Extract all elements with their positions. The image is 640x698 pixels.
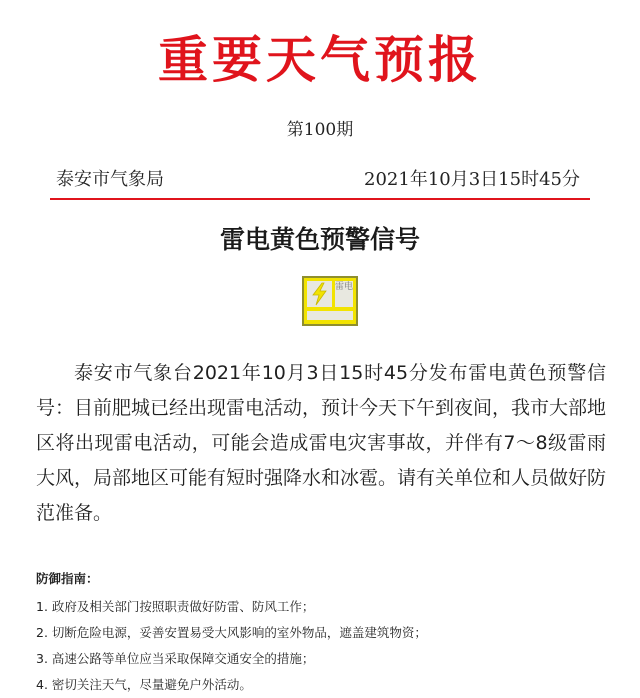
badge-strip (307, 311, 353, 320)
page-title: 重要天气预报 (158, 30, 482, 89)
guide-title: 防御指南： (36, 571, 99, 586)
lightning-yellow-warning-icon (302, 276, 358, 326)
warning-body: 泰安市气象台2021年10月3日15时45分发布雷电黄色预警信号：目前肥城已经出现雷电活动，预计今天下午到夜间，我市大部地区将出现雷电活动，可能会造成雷电灾害事故，并伴有7～8级雷雨大风，局部地区可能有短时强降水和冰雹。请有关单位和人员做好防范准备。 (36, 362, 607, 524)
guide-item: 3. 高速公路等单位应当采取保障交通安全的措施； (36, 651, 315, 666)
issue-number: 第100期 (286, 120, 354, 140)
defense-guide (36, 566, 616, 698)
issuing-agency: 泰安市气象局 (56, 169, 164, 190)
guide-item: 1. 政府及相关部门按照职责做好防雷、防风工作； (36, 599, 315, 614)
header-divider (50, 198, 590, 200)
lightning-bolt-icon (307, 281, 332, 307)
warning-title: 雷电黄色预警信号 (219, 225, 420, 254)
guide-item: 4. 密切关注天气，尽量避免户外活动。 (36, 677, 252, 692)
issue-datetime: 2021年10月3日15时45分 (364, 169, 580, 190)
badge-label: 雷电 (335, 281, 353, 307)
guide-item: 2. 切断危险电源，妥善安置易受大风影响的室外物品，遮盖建筑物资； (36, 625, 427, 640)
